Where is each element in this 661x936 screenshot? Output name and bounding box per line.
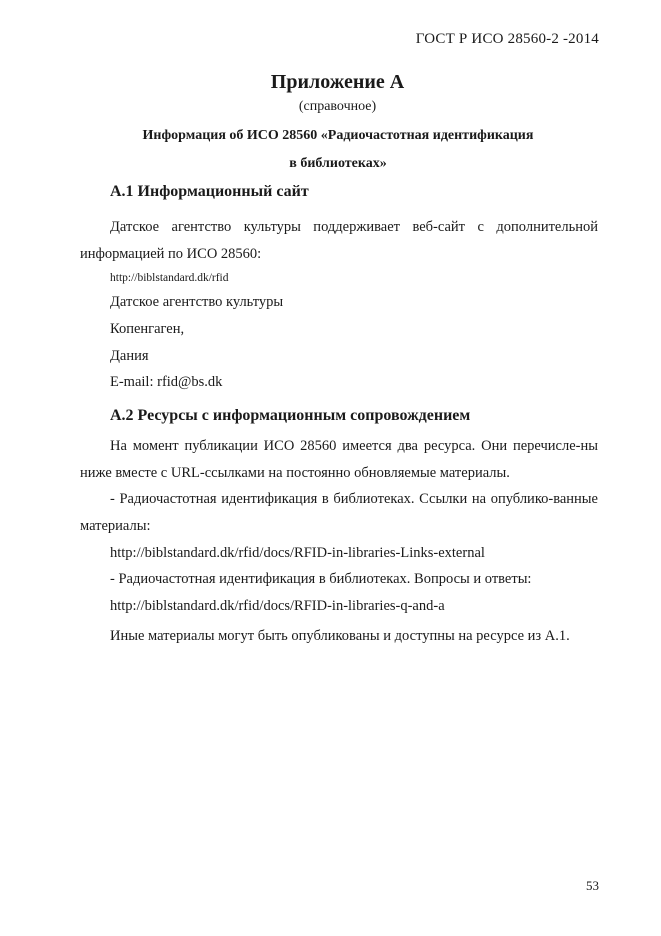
section-a1-city: Копенгаген, <box>110 321 185 337</box>
appendix-title: Приложение А <box>270 71 405 93</box>
section-a2-heading: А.2 Ресурсы с информационным сопровождением <box>110 407 471 424</box>
section-a2-item-2: - Радиочастотная идентификация в библиотеках. Вопросы и ответы: <box>110 571 532 587</box>
section-a2-item-1: - Радиочастотная идентификация в библиотеках. Ссылки на опублико-ванные материалы: <box>80 491 598 534</box>
section-a1-country: Дания <box>110 348 149 364</box>
section-a2-paragraph-1: На момент публикации ИСО 28560 имеется два ресурса. Они перечисле-ны ниже вместе с URL-ссылками на постоянно обновляемые материалы. <box>80 438 598 481</box>
standard-code-header: ГОСТ Р ИСО 28560-2 -2014 <box>415 31 599 47</box>
section-a1-email[interactable]: E-mail: rfid@bs.dk <box>110 374 223 390</box>
section-a1-url[interactable]: http://biblstandard.dk/rfid <box>110 272 229 284</box>
info-title <box>80 122 596 178</box>
info-title-line-2: в библиотеках» <box>289 156 387 171</box>
section-a2-url-2[interactable]: http://biblstandard.dk/rfid/docs/RFID-in-libraries-q-and-a <box>110 598 445 614</box>
section-a2-url-1[interactable]: http://biblstandard.dk/rfid/docs/RFID-in-libraries-Links-external <box>110 545 485 561</box>
appendix-subtitle: (справочное) <box>298 99 377 114</box>
section-a1-heading: А.1 Информационный сайт <box>110 183 309 200</box>
section-a1-org: Датское агентство культуры <box>110 294 284 310</box>
page-number: 53 <box>586 878 599 893</box>
section-a1-paragraph: Датское агентство культуры поддерживает веб-сайт с дополнительной информацией по ИСО 28560: <box>80 219 598 262</box>
info-title-line-1: Информация об ИСО 28560 «Радиочастотная идентификация <box>142 128 534 143</box>
section-a2-closing: Иные материалы могут быть опубликованы и доступны на ресурсе из А.1. <box>110 628 570 644</box>
